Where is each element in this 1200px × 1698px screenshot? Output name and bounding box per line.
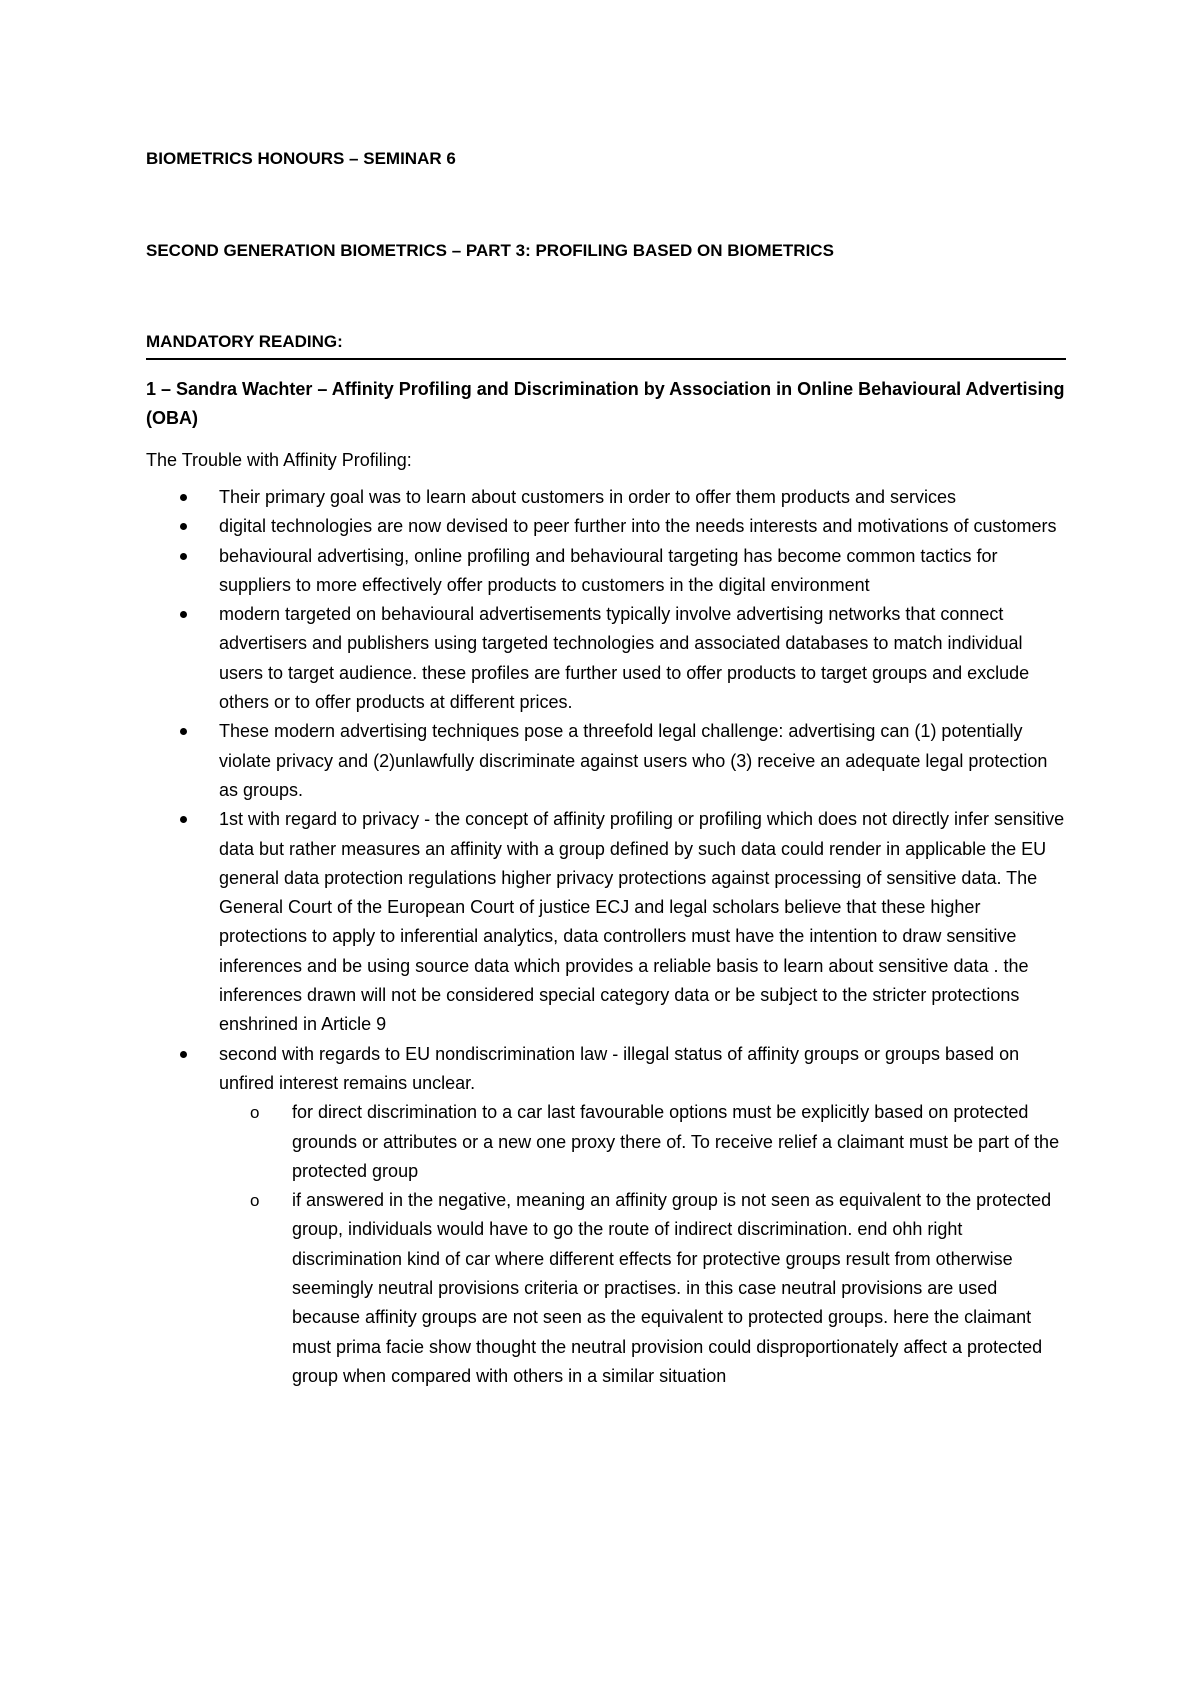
- bullet-icon: [180, 553, 187, 560]
- list-item: [146, 1040, 1066, 1392]
- list-item: [146, 600, 1066, 717]
- bullet-icon: [180, 728, 187, 735]
- sub-list-item-text: if answered in the negative, meaning an affinity group is not seen as equivalent to the protected group, individuals would have to go the route of indirect discrimination. end ohh right discrimination kind of car where different effects for protective groups result from otherwise seemingly neutral provisions criteria or practises. in this case neutral provisions are used because affinity groups are not seen as the equivalent to protected groups. here the claimant must prima facie show thought the neutral provision could disproportionately affect a protected group when compared with others in a similar situation: [292, 1190, 1052, 1386]
- sub-list-item: [219, 1186, 1066, 1391]
- list-item-text: 1st with regard to privacy - the concept of affinity profiling or profiling which does not directly infer sensitive data but rather measures an affinity with a group defined by such data could render in applicable the EU general data protection regulations higher privacy protections against processing of sensitive data. The General Court of the European Court of justice ECJ and legal scholars believe that these higher protections to apply to inferential analytics, data controllers must have the intention to draw sensitive inferences and be using source data which provides a reliable basis to learn about sensitive data . the inferences drawn will not be considered special category data or be subject to the stricter protections enshrined in Article 9: [219, 809, 1065, 1035]
- bullet-list: [146, 483, 1066, 1391]
- section-heading: MANDATORY READING:: [146, 331, 1066, 360]
- list-item-text: modern targeted on behavioural advertisements typically involve advertising networks that connect advertisers and publishers using targeted technologies and associated databases to match individual users to target audience. these profiles are further used to offer products to target groups and exclude others or to offer products at different prices.: [219, 604, 1030, 713]
- list-item: [146, 512, 1066, 541]
- sub-list-item: [219, 1098, 1066, 1186]
- list-item-text: digital technologies are now devised to peer further into the needs interests and motivations of customers: [219, 516, 1057, 537]
- reading-title: 1 – Sandra Wachter – Affinity Profiling and Discrimination by Association in Online Behavioural Advertising (OBA): [146, 379, 1065, 428]
- list-item-text: Their primary goal was to learn about customers in order to offer them products and services: [219, 487, 957, 507]
- list-item: [146, 542, 1066, 601]
- topic-heading: SECOND GENERATION BIOMETRICS – PART 3: PROFILING BASED ON BIOMETRICS: [146, 241, 834, 260]
- list-item: [146, 483, 1066, 512]
- sub-bullet-list: [219, 1098, 1066, 1391]
- course-heading: BIOMETRICS HONOURS – SEMINAR 6: [146, 149, 456, 168]
- bullet-icon: [180, 816, 187, 823]
- reading-subheading: The Trouble with Affinity Profiling:: [146, 450, 412, 470]
- list-item: [146, 805, 1066, 1039]
- circle-bullet-icon: o: [250, 1103, 260, 1123]
- bullet-icon: [180, 1051, 187, 1058]
- list-item-text: second with regards to EU nondiscrimination law - illegal status of affinity groups or groups based on unfired interest remains unclear.: [219, 1043, 1020, 1093]
- sub-list-item-text: for direct discrimination to a car last favourable options must be explicitly based on protected grounds or attributes or a new one proxy there of. To receive relief a claimant must be part of the protected group: [292, 1102, 1060, 1181]
- bullet-icon: [180, 523, 187, 530]
- bullet-icon: [180, 611, 187, 618]
- list-item-text: behavioural advertising, online profiling and behavioural targeting has become common tactics for suppliers to more effectively offer products to customers in the digital environment: [219, 545, 998, 595]
- list-item: [146, 717, 1066, 805]
- document-body: [146, 148, 1066, 1391]
- circle-bullet-icon: o: [250, 1191, 260, 1211]
- list-item-text: These modern advertising techniques pose a threefold legal challenge: advertising can (1) potentially violate privacy and (2)unlawfully discriminate against users who (3) receive an adequate legal protection as groups.: [219, 721, 1048, 800]
- bullet-icon: [180, 494, 187, 501]
